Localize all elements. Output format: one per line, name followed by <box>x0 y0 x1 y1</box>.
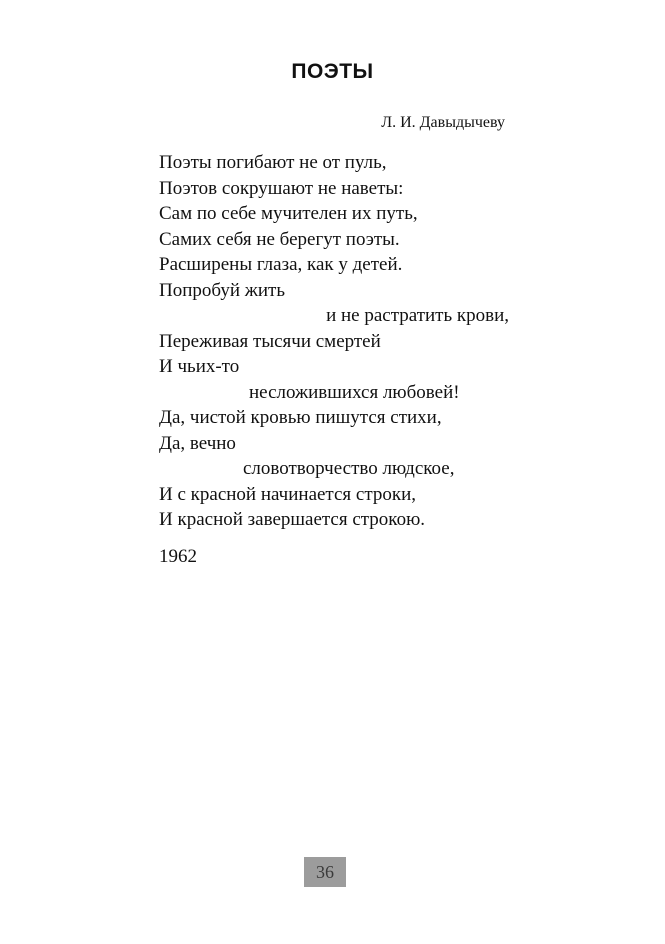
poem-line: Переживая тысячи смертей <box>159 330 381 352</box>
poem-line: Самих себя не берегут поэты. <box>159 228 400 250</box>
poem-line: Поэтов сокрушают не наветы: <box>159 177 404 199</box>
poem-line: Расширены глаза, как у детей. <box>159 254 403 275</box>
poem-year: 1962 <box>159 546 197 567</box>
poem-line: и не растратить крови, <box>326 305 509 326</box>
poem-line: Поэты погибают не от пуль, <box>159 152 387 173</box>
page-number: 36 <box>304 857 346 887</box>
poem-body <box>159 150 509 533</box>
poem-line: И красной завершается строкою. <box>159 509 426 530</box>
poem-line: словотворчество людское, <box>243 458 455 479</box>
poem-line: Да, вечно <box>159 432 236 454</box>
dedication: Л. И. Давыдычеву <box>381 114 505 131</box>
poem-line: И чьих-то <box>159 356 240 377</box>
poem-line: И с красной начинается строки, <box>159 483 417 505</box>
poem-line: Сам по себе мучителен их путь, <box>159 203 418 224</box>
poem-title: ПОЭТЫ <box>291 60 374 83</box>
poem-line: Попробуй жить <box>159 279 286 301</box>
poem-line: несложившихся любовей! <box>249 381 460 403</box>
poem-line: Да, чистой кровью пишутся стихи, <box>159 407 442 428</box>
